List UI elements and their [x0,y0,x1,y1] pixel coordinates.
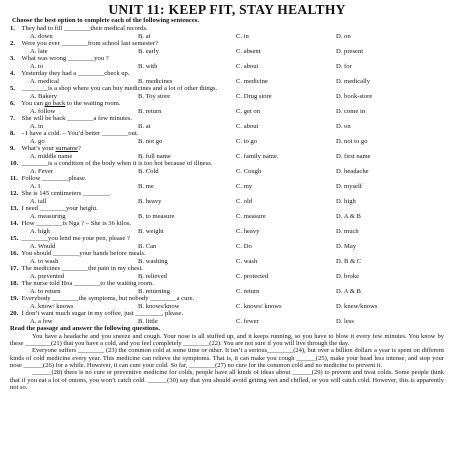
question-number: 4. [10,70,15,77]
answer-option[interactable]: D. medically [336,77,371,85]
answer-option[interactable]: A. I [30,182,41,190]
answer-options [10,273,444,280]
question-text: I don’t want much sugar in my coffee, just ________, please. [21,310,184,317]
answer-option[interactable]: C. about [236,122,259,130]
answer-option[interactable]: C. knows/ knows [236,302,282,310]
answer-option[interactable]: B. full name [138,152,171,160]
question [10,205,444,213]
answer-option[interactable]: D. for [336,62,352,70]
answer-option[interactable]: D. B & C [336,257,362,265]
reading-paragraph: You have a headache and you sneeze and cough. Your nose is all stuffed up, and it keeps running, so you have to blow it every few minutes. You know by these ________(21) that you have a cold, and you feel completely ________(22). You are not sure if you will live through the day. [10,332,444,348]
answer-options [10,63,444,70]
question-number: 13. [10,205,19,212]
page-title: UNIT 11: KEEP FIT, STAY HEALTHY [108,2,346,17]
question [10,70,444,78]
question-number: 18. [10,280,19,287]
answer-option[interactable]: C. heavy [236,227,260,235]
underlined-word: go back [44,100,66,107]
answer-option[interactable]: D. not to go [336,137,368,145]
answer-options [10,108,444,115]
answer-options [10,228,444,235]
question [10,40,444,48]
answer-option[interactable]: A. tall [30,197,47,205]
question [10,160,444,168]
answer-option[interactable]: B. early [138,47,159,55]
answer-option[interactable]: A. in [30,122,44,130]
answer-options [10,258,444,265]
answer-option[interactable]: B. Can [138,242,157,250]
answer-option[interactable]: B. return [138,107,162,115]
answer-option[interactable]: D. come in [336,107,366,115]
question [10,145,444,153]
question [10,130,444,138]
answer-option[interactable]: C. absent [236,47,261,55]
answer-option[interactable]: C. medicine [236,77,268,85]
question-text: Were you ever ________from school last semester? [21,40,158,47]
answer-option[interactable]: A. medical [30,77,59,85]
question [10,85,444,93]
answer-option[interactable]: D. A & B [336,212,361,220]
question-number: 10. [10,160,19,167]
answer-option[interactable]: D. present [336,47,364,55]
answer-option[interactable]: B. washing [138,257,168,265]
question-text: She will be back ________a few minutes. [21,115,133,122]
question-number: 2. [10,40,15,47]
underlined-word: surname [55,145,78,152]
answer-option[interactable]: A. prevented [30,272,65,280]
question-number: 8. [10,130,15,137]
question [10,250,444,258]
answer-options [10,123,444,130]
question-number: 15. [10,235,19,242]
answer-options [10,198,444,205]
question-number: 19. [10,295,19,302]
answer-option[interactable]: D. less [336,317,354,325]
question [10,280,444,288]
answer-option[interactable]: A. know/ knows [30,302,74,310]
answer-option[interactable]: B. with [138,62,158,70]
question [10,295,444,303]
answer-option[interactable]: A. to [30,62,44,70]
answer-option[interactable]: B. me [138,182,154,190]
answer-option[interactable]: A. follow [30,107,56,115]
question-number: 11. [10,175,18,182]
answer-option[interactable]: D. May [336,242,357,250]
question-number: 9. [10,145,15,152]
question-text: ________you lend me your pen, please ? [21,235,130,242]
answer-option[interactable]: A. late [30,47,48,55]
question-number: 20. [10,310,19,317]
answer-option[interactable]: C. return [236,287,260,295]
answer-option[interactable]: A. Would [30,242,56,250]
question-number: 12. [10,190,19,197]
question-text: What was wrong ________you ? [21,55,109,62]
reading-title: Read the passage and answer the following questions. [10,325,161,332]
question [10,310,444,318]
answer-option[interactable]: D. A & B [336,287,361,295]
question-number: 1. [10,25,15,32]
question-number: 5. [10,85,15,92]
answer-option[interactable]: A. go [30,137,45,145]
question [10,55,444,63]
question-number: 7. [10,115,15,122]
question-text: She is 145 centimeters ________. [21,190,111,197]
question-text: The nurse told Hoa ________to the waiting room. [21,280,154,287]
answer-options [10,243,444,250]
question-text: Everybody ________the symptoms, but nobody ________a cure. [21,295,195,302]
answer-option[interactable]: D. knew/knows [336,302,378,310]
answer-option[interactable]: C. wash [236,257,258,265]
answer-option[interactable]: B. heavy [138,197,162,205]
question-text: Follow ________please. [21,175,87,182]
instruction: Choose the best option to complete each of the following sentences. [12,17,199,24]
answer-option[interactable]: A. Fever [30,167,54,175]
answer-options [10,78,444,85]
question-text: Yesterday they had a ________check up. [21,70,130,77]
answer-option[interactable]: A. measuring [30,212,66,220]
answer-option[interactable]: B. medicines [138,77,173,85]
question [10,25,444,33]
answer-option[interactable]: D. on [336,32,351,40]
question [10,100,444,108]
question [10,190,444,198]
answer-option[interactable]: C. measure [236,212,266,220]
answer-option[interactable]: D. broke [336,272,360,280]
answer-options [10,318,444,325]
question-text: ________is a condition of the body when it is too hot because of illness. [21,160,213,167]
question [10,235,444,243]
question-number: 16. [10,250,19,257]
reading-paragraph: Everyone suffers ________ (23) the common cold at some time or other. It isn’t a serious________(24), but over a billion dollars a year is spent on different kinds of cold medicine every year. This medicine can relieve the symptoms. That is, it can make you cough ______(25), make your head less intense, and stop your nose ______(26) for a while. However, it can cure your cold. So far, ________(27) no cure for the common cold and no medicine to prevent it. [10,347,444,369]
answer-options [10,138,444,145]
question [10,220,444,228]
answer-options [10,168,444,175]
answer-option[interactable]: C. about [236,62,259,70]
answer-option[interactable]: C. old [236,197,253,205]
question-text: How ________is Nga ? – She is 36 kilos. [21,220,132,227]
answer-option[interactable]: C. Cough [236,167,262,175]
answer-option[interactable]: A. middle name [30,152,73,160]
question-text: The medicines ________the pain in my chest. [21,265,143,272]
answer-options [10,33,444,40]
answer-option[interactable]: B. little [138,317,158,325]
answer-options [10,213,444,220]
answer-option[interactable]: C. to go [236,137,258,145]
answer-option[interactable]: C. Do [236,242,252,250]
answer-option[interactable]: C. fewer [236,317,259,325]
question-text: They had to fill ________their medical records. [21,25,148,32]
answer-options [10,93,444,100]
answer-option[interactable]: D. first name [336,152,371,160]
answer-option[interactable]: A. high [30,227,50,235]
answer-option[interactable]: D. on [336,122,351,130]
question-text: You can go back to the waiting room. [21,100,121,107]
answer-option[interactable]: D. headache [336,167,369,175]
answer-option[interactable]: C. protected [236,272,269,280]
answer-option[interactable]: D. myself [336,182,363,190]
answer-option[interactable]: C. in [236,32,249,40]
answer-options [10,153,444,160]
answer-option[interactable]: B. to measure [138,212,175,220]
question-text: What’s your surname? [21,145,81,152]
answer-option[interactable]: B. knows/know [138,302,180,310]
question-text: ________is a shop where you can buy medicines and a lot of other things. [21,85,218,92]
question [10,175,444,183]
answer-options [10,48,444,55]
question-number: 14. [10,220,19,227]
question-text: - I have a cold. – You’d better ________out. [21,130,139,137]
answer-option[interactable]: D. book-store [336,92,373,100]
answer-option[interactable]: B. at [138,32,151,40]
answer-option[interactable]: C. get on [236,107,260,115]
answer-option[interactable]: A. to wash [30,257,59,265]
answer-option[interactable]: B. returning [138,287,170,295]
question-number: 6. [10,100,15,107]
answer-options [10,303,444,310]
question [10,115,444,123]
answer-option[interactable]: A. a few [30,317,53,325]
answer-option[interactable]: D. high [336,197,356,205]
answer-option[interactable]: C. Drug store [236,92,272,100]
answer-option[interactable]: B. Cold [138,167,159,175]
answer-option[interactable]: B. weight [138,227,164,235]
reading-passage [10,333,444,391]
answer-option[interactable]: C. family name. [236,152,279,160]
answer-option[interactable]: A. down [30,32,53,40]
question-text: I need ________your height. [21,205,98,212]
answer-option[interactable]: B. not go [138,137,163,145]
question-number: 3. [10,55,15,62]
answer-options [10,288,444,295]
answer-option[interactable]: D. much [336,227,359,235]
reading-paragraph: ______(28) there is no cure or preventive medicine for colds, people have all kinds of ideas about ______(29) to prevent and treat colds. Some people think that if you eat a lot of onions, you won’t catch cold. ______(30) say that you should avoid getting wet and chilled, or you will catch cold. However, this is apparently not so. [10,369,444,391]
answer-option[interactable]: A. to return [30,287,61,295]
answer-option[interactable]: B. relieved [138,272,167,280]
answer-option[interactable]: B. Toy store [138,92,171,100]
answer-option[interactable]: A. Bakery [30,92,58,100]
question-text: You should ________your hands before meals. [21,250,146,257]
question-list [10,25,444,325]
answer-option[interactable]: B. at [138,122,151,130]
question [10,265,444,273]
answer-options [10,183,444,190]
answer-option[interactable]: C. my [236,182,253,190]
question-number: 17. [10,265,19,272]
